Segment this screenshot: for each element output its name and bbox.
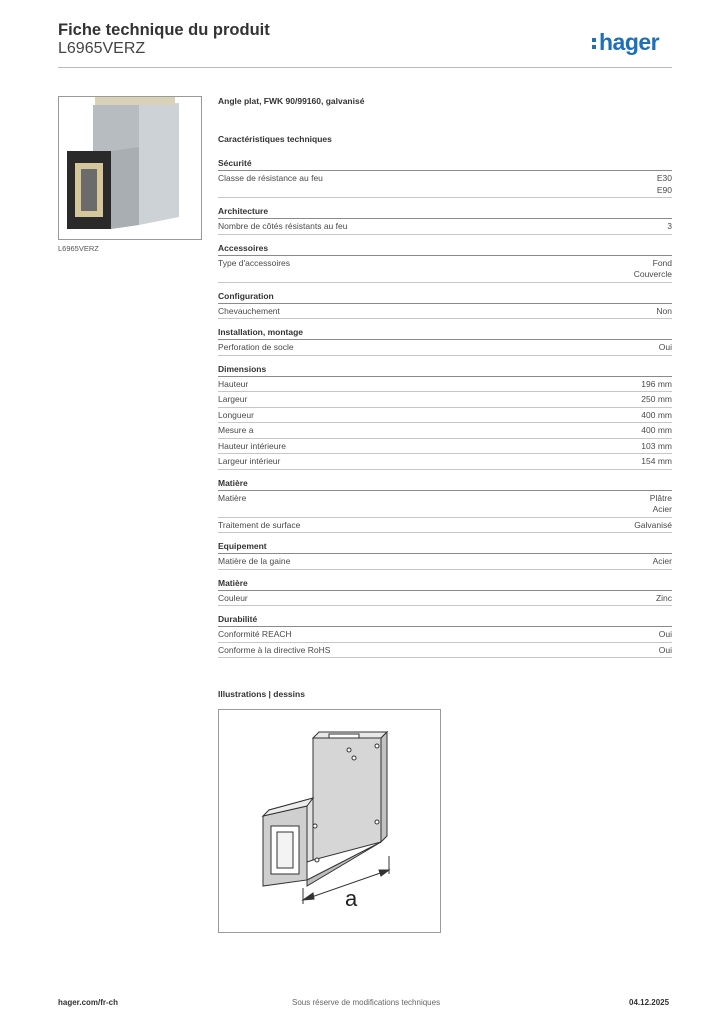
spec-value xyxy=(656,306,672,318)
spec-sections xyxy=(218,158,672,658)
spec-label: Mesure a xyxy=(218,425,254,435)
spec-value-line: Zinc xyxy=(655,592,672,603)
spec-section xyxy=(218,206,672,235)
spec-value xyxy=(659,342,672,354)
spec-section xyxy=(218,541,672,570)
spec-label: Traitement de surface xyxy=(218,519,301,530)
spec-label: Conformité REACH xyxy=(218,629,292,639)
page-title: Fiche technique du produit xyxy=(58,21,270,39)
spec-value xyxy=(641,379,672,391)
section-title: Dimensions xyxy=(218,364,672,377)
spec-value-line: Acier xyxy=(652,504,672,514)
spec-value-line: Acier xyxy=(652,556,672,566)
spec-label: Largeur intérieur xyxy=(218,456,281,466)
spec-row xyxy=(218,643,672,659)
photo-caption: L6965VERZ xyxy=(58,244,99,253)
dimension-label: a xyxy=(345,886,358,911)
spec-section xyxy=(218,578,672,607)
spec-section xyxy=(218,478,672,534)
spec-row xyxy=(218,518,672,534)
spec-value xyxy=(641,456,672,468)
spec-value-line: 196 mm xyxy=(641,378,672,389)
spec-row xyxy=(218,591,672,607)
spec-row xyxy=(218,454,672,470)
spec-section xyxy=(218,243,672,283)
logo-text: hager xyxy=(599,29,660,55)
header-divider xyxy=(58,67,672,68)
spec-label: Type d'accessoires xyxy=(218,257,291,268)
illustrations-title: Illustrations | dessins xyxy=(218,689,305,699)
spec-value-line: 3 xyxy=(667,221,672,231)
spec-value xyxy=(641,394,672,406)
spec-value xyxy=(653,556,672,568)
spec-value-line: Fond xyxy=(652,257,672,268)
product-photo xyxy=(58,96,202,240)
spec-value-line: 250 mm xyxy=(641,394,672,404)
illustration-drawing xyxy=(218,709,441,933)
spec-value-line: 400 mm xyxy=(641,425,672,435)
spec-label: Conforme à la directive RoHS xyxy=(218,644,331,655)
dimension-drawing xyxy=(219,710,440,932)
section-title: Architecture xyxy=(218,206,672,219)
spec-row xyxy=(218,627,672,643)
footer-notice: Sous réserve de modifications techniques xyxy=(292,998,441,1007)
spec-value-line: 103 mm xyxy=(641,440,672,451)
section-title: Matière xyxy=(218,578,672,591)
spec-value xyxy=(656,593,672,605)
spec-value-line: Oui xyxy=(658,629,672,639)
spec-value xyxy=(634,520,672,532)
spec-value xyxy=(667,221,672,233)
section-title: Configuration xyxy=(218,291,672,304)
spec-row xyxy=(218,340,672,356)
spec-section xyxy=(218,158,672,198)
spec-section xyxy=(218,614,672,658)
spec-label: Nombre de côtés résistants au feu xyxy=(218,221,348,231)
spec-value-line: Plâtre xyxy=(649,492,672,503)
spec-section xyxy=(218,327,672,356)
spec-value-line: Non xyxy=(656,305,672,316)
spec-row xyxy=(218,491,672,518)
spec-row xyxy=(218,439,672,455)
spec-value-line: Couvercle xyxy=(633,269,672,279)
spec-panel xyxy=(218,96,672,666)
hager-logo[interactable] xyxy=(592,29,659,56)
logo-dots-icon xyxy=(592,35,597,52)
spec-row xyxy=(218,304,672,320)
spec-value xyxy=(634,258,672,281)
spec-value xyxy=(659,645,672,657)
spec-label: Matière xyxy=(218,492,247,503)
spec-value-line: E30 xyxy=(656,173,672,183)
spec-label: Perforation de socle xyxy=(218,342,294,352)
spec-value-line: E90 xyxy=(656,184,672,195)
spec-value xyxy=(650,493,672,516)
spec-value-line: 154 mm xyxy=(641,456,672,466)
spec-value xyxy=(641,425,672,437)
section-title: Installation, montage xyxy=(218,327,672,340)
spec-section xyxy=(218,364,672,470)
footer-date: 04.12.2025 xyxy=(629,998,670,1007)
specs-heading: Caractéristiques techniques xyxy=(218,134,332,144)
spec-label: Largeur xyxy=(218,394,248,404)
spec-value-line: 400 mm xyxy=(641,409,672,420)
spec-section xyxy=(218,291,672,320)
section-title: Durabilité xyxy=(218,614,672,627)
section-title: Sécurité xyxy=(218,158,672,171)
spec-label: Hauteur xyxy=(218,378,249,389)
spec-value xyxy=(641,441,672,453)
spec-row xyxy=(218,554,672,570)
spec-row xyxy=(218,392,672,408)
spec-row xyxy=(218,408,672,424)
spec-label: Matière de la gaine xyxy=(218,556,291,566)
spec-label: Chevauchement xyxy=(218,305,280,316)
spec-row xyxy=(218,219,672,235)
spec-label: Longueur xyxy=(218,409,254,420)
product-code: L6965VERZ xyxy=(58,40,146,57)
spec-row xyxy=(218,171,672,198)
section-title: Accessoires xyxy=(218,243,672,256)
spec-value-line: Oui xyxy=(658,342,672,352)
spec-value xyxy=(659,629,672,641)
spec-value xyxy=(657,173,672,196)
spec-row xyxy=(218,423,672,439)
footer-website[interactable]: hager.com/fr-ch xyxy=(58,998,119,1007)
spec-label: Couleur xyxy=(218,592,248,603)
product-description: Angle plat, FWK 90/99160, galvanisé xyxy=(218,96,365,106)
product-photo-image xyxy=(59,97,201,239)
spec-row xyxy=(218,256,672,283)
section-title: Equipement xyxy=(218,541,672,554)
section-title: Matière xyxy=(218,478,672,491)
spec-value-line: Galvanisé xyxy=(634,519,672,530)
spec-value-line: Oui xyxy=(658,644,672,655)
spec-label: Hauteur intérieure xyxy=(218,440,287,451)
spec-row xyxy=(218,377,672,393)
spec-value xyxy=(641,410,672,422)
spec-label: Classe de résistance au feu xyxy=(218,173,323,183)
